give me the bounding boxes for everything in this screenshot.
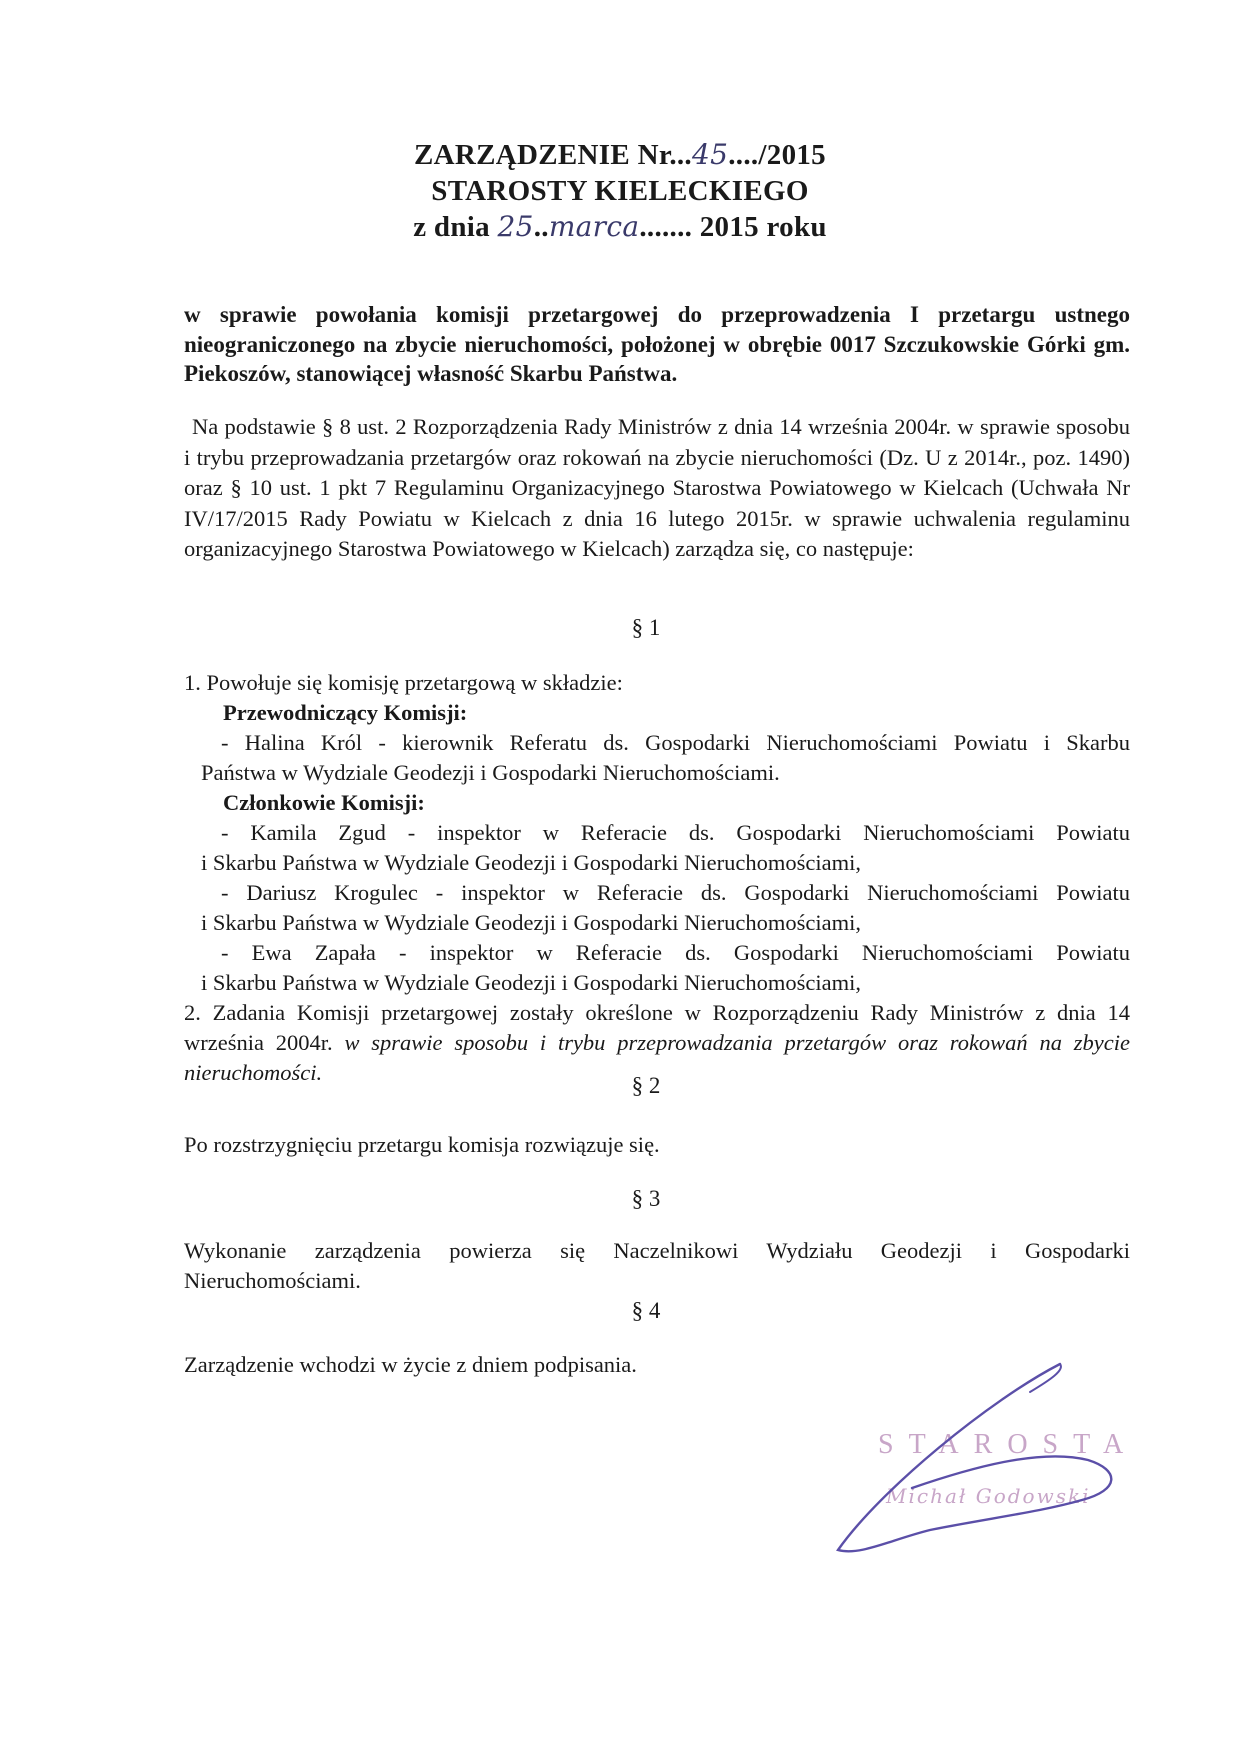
member-3-line-1: - Ewa Zapała - inspektor w Referacie ds. Gospodarki Nieruchomościami Powiatu — [221, 940, 1130, 965]
members-heading: Członkowie Komisji: — [223, 790, 425, 815]
section-3-text: Wykonanie zarządzenia powierza się Naczelnikowi Wydziału Geodezji i Gospodarki Nieruchomościami. — [184, 1238, 1130, 1293]
section-3-mark: § 3 — [631, 1186, 661, 1211]
document-title — [0, 138, 1240, 172]
document-subject: w sprawie powołania komisji przetargowej do przeprowadzenia I przetargu ustnego nieograniczonego na zbycie nieruchomości, położonej w obrębie 0017 Szczukowskie Górki gm. Piekoszów, stanowiącej własność Skarbu Państwa. — [184, 302, 1130, 386]
member-1-line-2: i Skarbu Państwa w Wydziale Geodezji i Gospodarki Nieruchomościami, — [201, 850, 861, 875]
section-1-content — [184, 668, 1130, 1088]
issuing-authority: STAROSTY KIELECKIEGO — [431, 175, 809, 207]
starosta-stamp-and-signature — [820, 1340, 1140, 1570]
member-2-line-2: i Skarbu Państwa w Wydziale Geodezji i Gospodarki Nieruchomościami, — [201, 910, 861, 935]
section-2-mark: § 2 — [631, 1073, 661, 1098]
section-4-mark: § 4 — [631, 1298, 661, 1323]
handwritten-month: marca — [548, 210, 640, 243]
legal-basis: Na podstawie § 8 ust. 2 Rozporządzenia Rady Ministrów z dnia 14 września 2004r. w sprawie sposobu i trybu przeprowadzania przetargów oraz rokowań na zbycie nieruchomości (Dz. U z 2014r., poz. 1490) oraz § 10 ust. 1 pkt 7 Regulaminu Organizacyjnego Starostwa Powiatowego w Kielcach (Uchwała Nr IV/17/2015 Rady Powiatu w Kielcach z dnia 16 lutego 2015r. w sprawie uchwalenia regulaminu organizacyjnego Starostwa Powiatowego w Kielcach) zarządza się, co następuje: — [184, 414, 1130, 561]
date-prefix: z dnia — [413, 211, 498, 243]
point-2-regular: 2. Zadania Komisji przetargowej zostały określone w Rozporządzeniu Rady Ministrów z dnia 14 września 2004r. — [184, 1000, 1130, 1055]
title-prefix: ZARZĄDZENIE Nr... — [414, 139, 692, 171]
handwritten-day: 25 — [497, 210, 534, 243]
title-suffix: ..../2015 — [728, 139, 826, 171]
stamp-title: STAROSTA — [878, 1429, 1139, 1460]
member-2-line-1: - Dariusz Krogulec - inspektor w Referacie ds. Gospodarki Nieruchomościami Powiatu — [221, 880, 1130, 905]
chair-heading: Przewodniczący Komisji: — [223, 700, 468, 725]
member-3-line-2: i Skarbu Państwa w Wydziale Geodezji i Gospodarki Nieruchomościami, — [201, 970, 861, 995]
point-2-italic: w sprawie sposobu i trybu przeprowadzania przetargów oraz rokowań na zbycie nieruchomości. — [184, 1030, 1131, 1085]
section-2-text: Po rozstrzygnięciu przetargu komisja rozwiązuje się. — [184, 1132, 660, 1157]
date-dots: .. — [533, 211, 549, 243]
chair-line-1: - Halina Król - kierownik Referatu ds. Gospodarki Nieruchomościami Powiatu i Skarbu — [221, 730, 1130, 755]
section-1-mark: § 1 — [631, 615, 661, 640]
date-suffix: ....... 2015 roku — [639, 211, 827, 243]
point-1: 1. Powołuje się komisję przetargową w składzie: — [184, 670, 623, 695]
section-4-text: Zarządzenie wchodzi w życie z dniem podpisania. — [184, 1352, 637, 1377]
stamp-name: Michał Godowski — [886, 1484, 1091, 1508]
chair-line-2: Państwa w Wydziale Geodezji i Gospodarki Nieruchomościami. — [201, 760, 780, 785]
document-date — [0, 210, 1240, 244]
member-1-line-1: - Kamila Zgud - inspektor w Referacie ds. Gospodarki Nieruchomościami Powiatu — [221, 820, 1130, 845]
handwritten-number: 45 — [691, 138, 729, 171]
